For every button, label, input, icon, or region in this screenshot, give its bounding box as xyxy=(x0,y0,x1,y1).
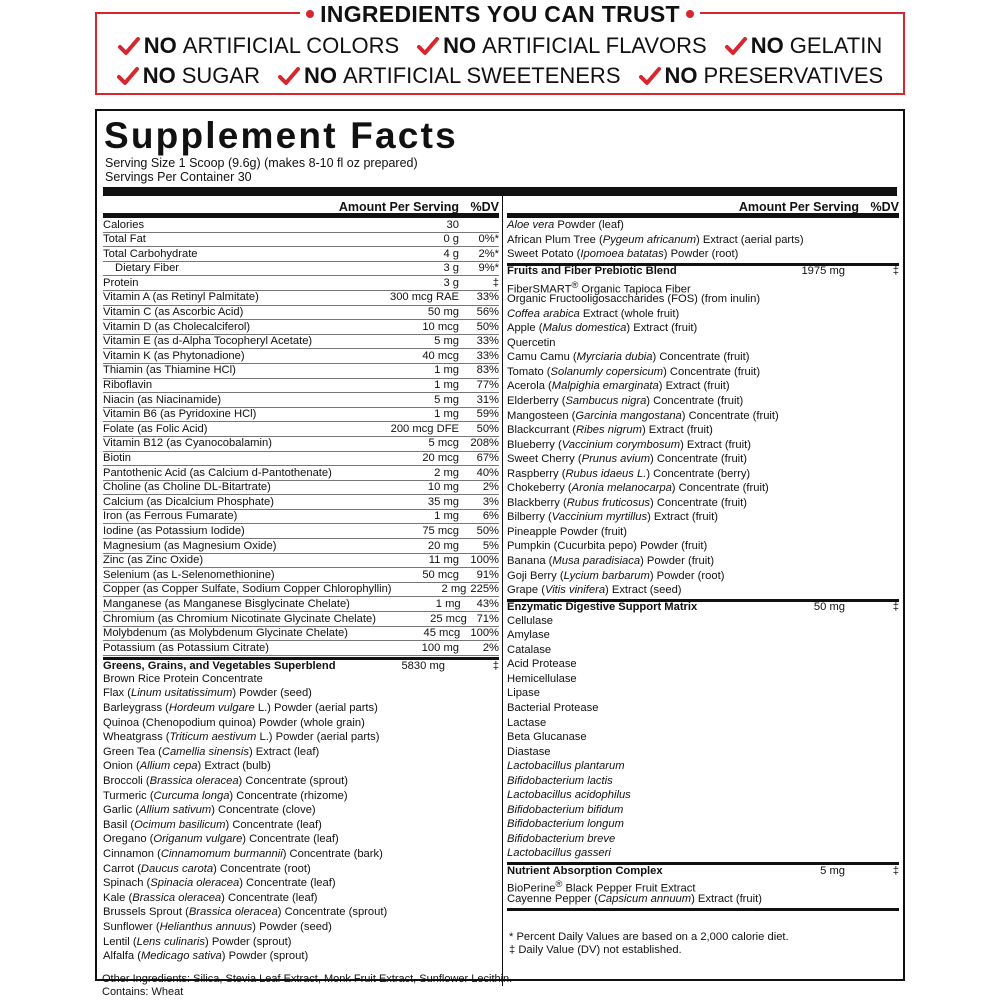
nutrient-dv: 100% xyxy=(470,554,499,567)
nutrient-name: Total Carbohydrate xyxy=(103,247,198,260)
ingredient-item: Bifidobacterium lactis xyxy=(507,774,613,787)
claim-no: NO xyxy=(304,63,337,88)
nutrient-amount: 2 mg xyxy=(441,583,467,596)
ingredient-item: Lactobacillus acidophilus xyxy=(507,789,631,802)
greens-blend-dv: ‡ xyxy=(492,659,499,672)
nutrient-amount: 5 mg xyxy=(434,393,459,406)
banner-title-wrap xyxy=(97,2,903,26)
ingredient-item: Lactobacillus plantarum xyxy=(507,760,625,773)
nutrient-amount: 1 mg xyxy=(434,364,459,377)
nutrient-dv: 208% xyxy=(470,437,499,450)
claim-item xyxy=(639,63,884,89)
nutrient-dv: 9%* xyxy=(478,262,499,275)
nutrient-dv: 2% xyxy=(482,481,499,494)
nutrient-row xyxy=(103,510,499,525)
claim-text: GELATIN xyxy=(789,33,883,58)
nutrient-row xyxy=(103,408,499,423)
greens-blend-name: Greens, Grains, and Vegetables Superblend xyxy=(103,659,336,672)
ingredient-item: Quercetin xyxy=(507,336,556,349)
thick-rule xyxy=(103,187,897,196)
check-icon xyxy=(417,35,443,57)
nutrient-name: Iodine (as Potassium Iodide) xyxy=(103,524,245,537)
banner-title: INGREDIENTS YOU CAN TRUST xyxy=(320,1,680,27)
nutrient-dv: 3% xyxy=(482,495,499,508)
ingredient-item: Bifidobacterium breve xyxy=(507,832,616,845)
claims-row-1 xyxy=(97,33,903,59)
nutrient-row xyxy=(103,481,499,496)
ingredient-item: Cinnamon (Cinnamomum burmannii) Concentrate (bark) xyxy=(103,847,383,860)
nutrient-amount: 1 mg xyxy=(434,379,459,392)
ingredient-item: Organic Fructooligosaccharides (FOS) (from inulin) xyxy=(507,293,761,306)
nutrient-name: Vitamin B12 (as Cyanocobalamin) xyxy=(103,437,272,450)
facts-right-column xyxy=(507,201,899,911)
nutrient-row xyxy=(103,291,499,306)
ingredient-item: Carrot (Daucus carota) Concentrate (root) xyxy=(103,862,311,875)
banner-dot-right xyxy=(686,10,694,18)
nutrient-amount: 3 g xyxy=(443,262,459,275)
nutrient-name: Folate (as Folic Acid) xyxy=(103,422,208,435)
nutrient-row xyxy=(103,597,499,612)
enzyme-blend-name: Enzymatic Digestive Support Matrix xyxy=(507,601,698,614)
absorption-blend-dv: ‡ xyxy=(892,864,899,877)
check-icon xyxy=(118,35,144,57)
nutrient-row xyxy=(103,218,499,233)
nutrient-row xyxy=(103,554,499,569)
nutrient-name: Zinc (as Zinc Oxide) xyxy=(103,554,204,567)
ingredient-item: Bifidobacterium longum xyxy=(507,818,624,831)
fruit-blend-name: Fruits and Fiber Prebiotic Blend xyxy=(507,265,677,278)
nutrient-amount: 200 mcg DFE xyxy=(390,422,459,435)
nutrient-dv: 33% xyxy=(476,335,499,348)
claim-item xyxy=(117,63,260,89)
ingredient-item: Turmeric (Curcuma longa) Concentrate (rhizome) xyxy=(103,789,348,802)
absorption-blend-header xyxy=(507,862,899,877)
nutrient-name: Vitamin E (as d-Alpha Tocopheryl Acetate) xyxy=(103,335,313,348)
ingredients-banner xyxy=(95,1,905,95)
nutrient-name: Copper (as Copper Sulfate, Sodium Copper Chlorophyllin) xyxy=(103,583,392,596)
nutrient-row xyxy=(103,437,499,452)
footnote-dv-not-established: ‡ Daily Value (DV) not established. xyxy=(509,944,682,956)
nutrient-amount: 3 g xyxy=(443,276,459,289)
ingredient-item: Broccoli (Brassica oleracea) Concentrate (sprout) xyxy=(103,774,348,787)
facts-left-column xyxy=(103,201,499,964)
ingredient-item: Onion (Allium cepa) Extract (bulb) xyxy=(103,760,271,773)
ingredient-item: Grape (Vitis vinifera) Extract (seed) xyxy=(507,584,682,597)
nutrient-row xyxy=(103,349,499,364)
ingredient-item: Brussels Sprout (Brassica oleracea) Concentrate (sprout) xyxy=(103,906,388,919)
nutrient-dv: 43% xyxy=(476,597,499,610)
ingredient-item: Chokeberry (Aronia melanocarpa) Concentrate (fruit) xyxy=(507,482,769,495)
claim-no: NO xyxy=(750,33,784,58)
footnote-percent-dv: * Percent Daily Values are based on a 2,000 calorie diet. xyxy=(509,931,789,943)
nutrient-dv: 33% xyxy=(476,349,499,362)
banner-title-bg xyxy=(300,2,700,26)
left-column-header xyxy=(103,201,499,218)
ingredient-item: Camu Camu (Myrciaria dubia) Concentrate (fruit) xyxy=(507,351,750,364)
nutrient-name: Total Fat xyxy=(103,233,146,246)
nutrient-name: Chromium (as Chromium Nicotinate Glycinate Chelate) xyxy=(103,612,376,625)
check-icon xyxy=(725,35,751,57)
other-ingredients: Other Ingredients: Silica, Stevia Leaf Extract, Monk Fruit Extract, Sunflower Lecithin. xyxy=(102,973,513,985)
ingredient-item: Tomato (Solanumly copersicum) Concentrate (fruit) xyxy=(507,365,761,378)
ingredient-item: Elderberry (Sambucus nigra) Concentrate (fruit) xyxy=(507,395,744,408)
nutrient-amount: 1 mg xyxy=(434,510,459,523)
facts-title: Supplement Facts xyxy=(104,115,458,156)
claim-text: SUGAR xyxy=(181,63,260,88)
nutrient-amount: 10 mg xyxy=(427,481,459,494)
absorption-blend-items xyxy=(507,877,899,906)
nutrient-row xyxy=(103,379,499,394)
nutrient-dv: 91% xyxy=(476,568,499,581)
nutrient-name: Magnesium (as Magnesium Oxide) xyxy=(103,539,277,552)
greens-blend-items xyxy=(103,672,499,964)
enzyme-blend-items xyxy=(507,614,899,861)
ingredient-item: Acerola (Malpighia emarginata) Extract (fruit) xyxy=(507,380,730,393)
nutrient-amount: 50 mg xyxy=(427,306,459,319)
nutrient-name: Niacin (as Niacinamide) xyxy=(103,393,222,406)
nutrient-amount: 1 mg xyxy=(435,597,461,610)
nutrient-amount: 1 mg xyxy=(434,408,459,421)
absorption-blend-name: Nutrient Absorption Complex xyxy=(507,864,663,877)
nutrient-amount: 30 xyxy=(446,218,459,231)
nutrient-amount: 4 g xyxy=(443,247,459,260)
other-ingredients-block xyxy=(102,973,512,999)
nutrient-amount: 300 mcg RAE xyxy=(389,291,459,304)
serving-info xyxy=(105,156,418,184)
greens-blend-continued xyxy=(507,218,899,262)
enzyme-blend-amount: 50 mg xyxy=(813,601,845,614)
nutrient-dv: 33% xyxy=(476,291,499,304)
ingredient-item: Bilberry (Vaccinium myrtillus) Extract (fruit) xyxy=(507,511,718,524)
ingredient-item: Blackberry (Rubus fruticosus) Concentrate (fruit) xyxy=(507,496,748,509)
right-column-header xyxy=(507,201,899,218)
fruit-blend-items xyxy=(507,278,899,598)
footnote-rule xyxy=(507,908,899,911)
nutrient-amount: 75 mcg xyxy=(422,524,459,537)
nutrient-amount: 10 mcg xyxy=(422,320,459,333)
nutrient-dv: 50% xyxy=(476,422,499,435)
nutrient-name: Pantothenic Acid (as Calcium d-Pantothenate) xyxy=(103,466,332,479)
nutrient-dv: 71% xyxy=(476,612,499,625)
claim-no: NO xyxy=(443,33,477,58)
ingredient-item: Spinach (Spinacia oleracea) Concentrate (leaf) xyxy=(103,877,336,890)
nutrient-name: Thiamin (as Thiamine HCl) xyxy=(103,364,236,377)
claim-no: NO xyxy=(664,63,698,88)
greens-blend-amount: 5830 mg xyxy=(401,659,445,672)
servings-per-container: Servings Per Container 30 xyxy=(105,170,252,184)
nutrient-dv: 50% xyxy=(476,320,499,333)
nutrient-amount: 20 mg xyxy=(427,539,459,552)
ingredient-item: Lipase xyxy=(507,687,540,700)
fruit-blend-header xyxy=(507,263,899,278)
nutrient-row xyxy=(103,233,499,248)
nutrient-dv: 50% xyxy=(476,524,499,537)
nutrient-dv: 59% xyxy=(476,408,499,421)
check-icon xyxy=(278,65,304,87)
ingredient-item: Basil (Ocimum basilicum) Concentrate (leaf) xyxy=(103,818,322,831)
ingredient-item: Sweet Potato (Ipomoea batatas) Powder (root) xyxy=(507,248,739,261)
header-dv-right: %DV xyxy=(870,200,899,214)
nutrient-name: Vitamin C (as Ascorbic Acid) xyxy=(103,306,244,319)
ingredient-item: BioPerine® Black Pepper Fruit Extract xyxy=(507,878,696,895)
ingredient-item: Acid Protease xyxy=(507,658,577,671)
claims-row-2 xyxy=(97,63,903,89)
nutrient-name: Vitamin B6 (as Pyridoxine HCl) xyxy=(103,408,257,421)
ingredient-item: Lentil (Lens culinaris) Powder (sprout) xyxy=(103,935,292,948)
nutrient-row xyxy=(103,539,499,554)
nutrient-amount: 100 mg xyxy=(421,641,459,654)
ingredient-item: Coffea arabica Extract (whole fruit) xyxy=(507,307,680,320)
nutrient-name: Selenium (as L-Selenomethionine) xyxy=(103,568,275,581)
check-icon xyxy=(117,65,143,87)
ingredient-item: Apple (Malus domestica) Extract (fruit) xyxy=(507,322,698,335)
ingredient-item: Green Tea (Camellia sinensis) Extract (leaf) xyxy=(103,745,320,758)
column-divider xyxy=(502,196,503,986)
nutrient-row xyxy=(103,524,499,539)
nutrient-name: Vitamin D (as Cholecalciferol) xyxy=(103,320,251,333)
nutrient-amount: 25 mcg xyxy=(430,612,467,625)
claim-no: NO xyxy=(143,33,177,58)
ingredient-item: Wheatgrass (Triticum aestivum L.) Powder (aerial parts) xyxy=(103,731,380,744)
ingredient-item: Sweet Cherry (Prunus avium) Concentrate (fruit) xyxy=(507,453,748,466)
nutrient-name: Biotin xyxy=(103,452,131,464)
nutrient-dv: 40% xyxy=(476,466,499,479)
ingredient-item: African Plum Tree (Pygeum africanum) Extract (aerial parts) xyxy=(507,233,804,246)
ingredient-item: Aloe vera Powder (leaf) xyxy=(507,219,624,231)
claim-text: ARTIFICIAL FLAVORS xyxy=(482,33,707,58)
nutrient-name: Dietary Fiber xyxy=(115,262,180,275)
nutrient-row xyxy=(103,247,499,262)
nutrient-row xyxy=(103,335,499,350)
ingredient-item: Oregano (Origanum vulgare) Concentrate (leaf) xyxy=(103,833,339,846)
nutrient-name: Vitamin K (as Phytonadione) xyxy=(103,349,245,362)
ingredient-item: Amylase xyxy=(507,629,550,642)
ingredient-item: Cayenne Pepper (Capsicum annuum) Extract (fruit) xyxy=(507,892,762,905)
nutrient-amount: 50 mcg xyxy=(422,568,459,581)
claim-item xyxy=(417,33,707,59)
ingredient-item: FiberSMART® Organic Tapioca Fiber xyxy=(507,279,691,296)
fruit-blend-dv: ‡ xyxy=(892,265,899,278)
ingredient-item: Bifidobacterium bifidum xyxy=(507,803,624,816)
greens-blend-header xyxy=(103,657,499,672)
ingredient-item: Blackcurrant (Ribes nigrum) Extract (fruit) xyxy=(507,424,713,437)
nutrient-dv: 67% xyxy=(476,452,499,464)
ingredient-item: Pineapple Powder (fruit) xyxy=(507,525,628,538)
nutrient-row xyxy=(103,641,499,656)
banner-dot-left xyxy=(306,10,314,18)
claim-item xyxy=(118,33,399,59)
nutrient-row xyxy=(103,452,499,467)
nutrient-name: Vitamin A (as Retinyl Palmitate) xyxy=(103,291,259,304)
nutrient-dv: ‡ xyxy=(492,276,499,289)
ingredient-item: Lactobacillus gasseri xyxy=(507,847,611,860)
enzyme-blend-dv: ‡ xyxy=(892,601,899,614)
ingredient-item: Banana (Musa paradisiaca) Powder (fruit) xyxy=(507,555,715,568)
ingredient-item: Alfalfa (Medicago sativa) Powder (sprout) xyxy=(103,950,309,963)
nutrient-dv: 83% xyxy=(476,364,499,377)
claim-text: ARTIFICIAL COLORS xyxy=(182,33,400,58)
nutrient-dv: 0%* xyxy=(478,233,499,246)
nutrient-row xyxy=(103,320,499,335)
nutrient-dv: 31% xyxy=(476,393,499,406)
ingredient-item: Pumpkin (Cucurbita pepo) Powder (fruit) xyxy=(507,540,708,553)
ingredient-item: Garlic (Allium sativum) Concentrate (clove) xyxy=(103,804,316,817)
nutrient-amount: 5 mg xyxy=(434,335,459,348)
nutrient-name: Calories xyxy=(103,218,145,231)
nutrient-amount: 45 mcg xyxy=(423,627,461,640)
nutrient-row xyxy=(103,364,499,379)
header-dv: %DV xyxy=(470,200,499,214)
contains-allergens: Contains: Wheat xyxy=(102,986,184,998)
nutrient-row xyxy=(103,306,499,321)
footnotes xyxy=(509,931,789,957)
nutrient-dv: 2%* xyxy=(478,247,499,260)
nutrient-name: Riboflavin xyxy=(103,379,153,392)
nutrient-name: Manganese (as Manganese Bisglycinate Chelate) xyxy=(103,597,350,610)
ingredient-item: Cellulase xyxy=(507,614,554,627)
serving-size: Serving Size 1 Scoop (9.6g) (makes 8-10 fl oz prepared) xyxy=(105,156,418,170)
nutrient-name: Molybdenum (as Molybdenum Glycinate Chelate) xyxy=(103,627,348,640)
nutrient-amount: 40 mcg xyxy=(422,349,459,362)
nutrient-dv: 2% xyxy=(482,641,499,654)
claim-no: NO xyxy=(142,63,176,88)
ingredient-item: Blueberry (Vaccinium corymbosum) Extract (fruit) xyxy=(507,438,751,451)
ingredient-item: Flax (Linum usitatissimum) Powder (seed) xyxy=(103,687,312,700)
nutrient-row xyxy=(103,393,499,408)
ingredient-item: Catalase xyxy=(507,643,552,656)
nutrient-name: Iron (as Ferrous Fumarate) xyxy=(103,510,238,523)
ingredient-item: Kale (Brassica oleracea) Concentrate (leaf) xyxy=(103,891,318,904)
ingredient-item: Sunflower (Helianthus annuus) Powder (seed) xyxy=(103,920,332,933)
nutrient-row xyxy=(103,583,499,598)
claim-text: PRESERVATIVES xyxy=(703,63,884,88)
ingredient-item: Quinoa (Chenopodium quinoa) Powder (whole grain) xyxy=(103,716,365,729)
absorption-blend-amount: 5 mg xyxy=(820,864,845,877)
nutrient-dv: 100% xyxy=(470,627,499,640)
nutrient-dv: 56% xyxy=(476,306,499,319)
enzyme-blend-header xyxy=(507,599,899,614)
nutrient-row xyxy=(103,422,499,437)
ingredient-item: Bacterial Protease xyxy=(507,701,599,714)
nutrient-row xyxy=(103,568,499,583)
nutrient-row xyxy=(103,262,499,277)
nutrient-dv: 6% xyxy=(482,510,499,523)
claim-text: ARTIFICIAL SWEETENERS xyxy=(343,63,621,88)
ingredient-item: Beta Glucanase xyxy=(507,731,587,744)
ingredient-item: Goji Berry (Lycium barbarum) Powder (root) xyxy=(507,569,725,582)
nutrient-row xyxy=(103,627,499,642)
claim-item xyxy=(725,33,883,59)
nutrient-name: Choline (as Choline DL-Bitartrate) xyxy=(103,481,271,494)
nutrient-name: Calcium (as Dicalcium Phosphate) xyxy=(103,495,274,508)
check-icon xyxy=(639,65,665,87)
ingredient-item: Diastase xyxy=(507,745,551,758)
nutrient-dv: 5% xyxy=(482,539,499,552)
nutrient-amount: 0 g xyxy=(443,233,459,246)
nutrient-dv: 225% xyxy=(470,583,499,596)
nutrient-dv: 77% xyxy=(476,379,499,392)
nutrient-amount: 35 mg xyxy=(427,495,459,508)
nutrient-amount: 20 mcg xyxy=(422,452,459,464)
nutrient-table xyxy=(103,218,499,656)
nutrient-row xyxy=(103,276,499,291)
nutrient-row xyxy=(103,612,499,627)
nutrient-amount: 11 mg xyxy=(428,554,459,567)
nutrient-amount: 2 mg xyxy=(434,466,459,479)
ingredient-item: Raspberry (Rubus idaeus L.) Concentrate (berry) xyxy=(507,467,751,480)
nutrient-row xyxy=(103,466,499,481)
header-amount: Amount Per Serving xyxy=(338,200,459,214)
nutrient-amount: 5 mcg xyxy=(428,437,459,450)
nutrient-name: Potassium (as Potassium Citrate) xyxy=(103,641,269,654)
ingredient-item: Brown Rice Protein Concentrate xyxy=(103,672,263,685)
ingredient-item: Mangosteen (Garcinia mangostana) Concentrate (fruit) xyxy=(507,409,779,422)
nutrient-row xyxy=(103,495,499,510)
fruit-blend-amount: 1975 mg xyxy=(801,265,845,278)
ingredient-item: Barleygrass (Hordeum vulgare L.) Powder (aerial parts) xyxy=(103,702,378,714)
claim-item xyxy=(278,63,621,89)
supplement-facts-panel xyxy=(95,109,905,981)
nutrient-name: Protein xyxy=(103,276,139,289)
header-amount-right: Amount Per Serving xyxy=(738,200,859,214)
ingredient-item: Lactase xyxy=(507,716,547,729)
ingredient-item: Hemicellulase xyxy=(507,672,577,685)
